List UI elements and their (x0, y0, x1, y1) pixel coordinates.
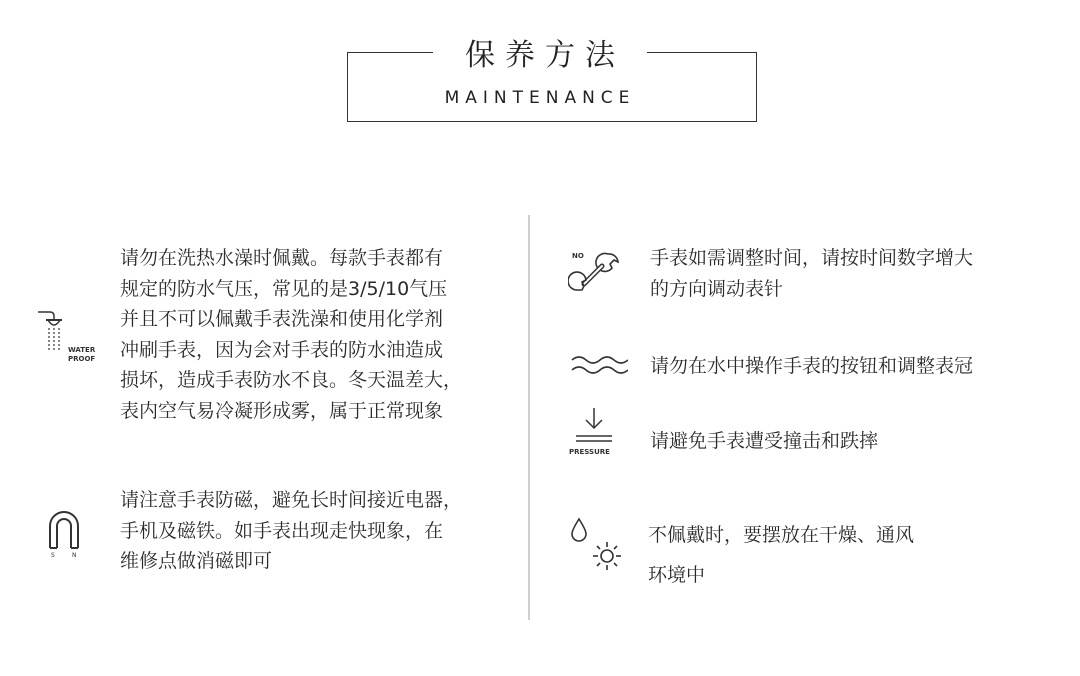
waterproof-icon-label-2: PROOF (68, 355, 96, 363)
text-line: 手机及磁铁。如手表出现走快现象，在 (120, 519, 444, 542)
magnet-icon-label-s: S (51, 552, 55, 558)
text-line: 损坏，造成手表防水不良。冬天温差大， (120, 369, 463, 391)
sun-icon (591, 540, 623, 572)
water-text (650, 351, 973, 382)
waterproof-text (120, 243, 462, 426)
waterproof-icon (34, 310, 100, 366)
text-line: 不佩戴时，要摆放在干燥、通风 (648, 524, 915, 546)
column-divider (528, 215, 530, 620)
text-line: 的方向调动表针 (650, 277, 784, 300)
magnet-icon (44, 508, 84, 558)
adjust-text (650, 243, 973, 304)
text-line: 环境中 (648, 564, 706, 586)
drop-icon (570, 517, 588, 543)
text-line: 表内空气易冷凝形成雾，属于正常现象 (120, 399, 444, 422)
text-line: 手表如需调整时间，请按时间数字增大 (650, 247, 974, 269)
page-subtitle: MAINTENANCE (444, 88, 636, 108)
magnet-text (120, 485, 462, 577)
pressure-icon (566, 406, 622, 460)
waterproof-icon-label-1: WATER (68, 346, 96, 354)
pressure-text (650, 426, 878, 457)
text-line: 冲刷手表，因为会对手表的防水油造成 (120, 338, 444, 361)
storage-text (648, 515, 914, 595)
text-line: 维修点做消磁即可 (120, 550, 273, 572)
text-line: 规定的防水气压，常见的是3/5/10气压 (120, 277, 448, 300)
magnet-icon-label-n: N (72, 552, 77, 558)
text-line: 请避免手表遭受撞击和跌摔 (650, 430, 879, 452)
wave-icon (570, 352, 628, 378)
text-line: 请注意手表防磁，避免长时间接近电器， (120, 489, 463, 511)
wrench-icon (568, 246, 624, 298)
pressure-icon-label: PRESSURE (569, 448, 610, 456)
text-line: 请勿在水中操作手表的按钮和调整表冠 (650, 355, 974, 377)
page-title (0, 30, 1080, 74)
text-line: 并且不可以佩戴手表洗澡和使用化学剂 (120, 308, 444, 330)
wrench-icon-label: NO (572, 252, 584, 260)
page-title-text: 保养方法 (433, 38, 647, 73)
text-line: 请勿在洗热水澡时佩戴。每款手表都有 (120, 247, 444, 269)
